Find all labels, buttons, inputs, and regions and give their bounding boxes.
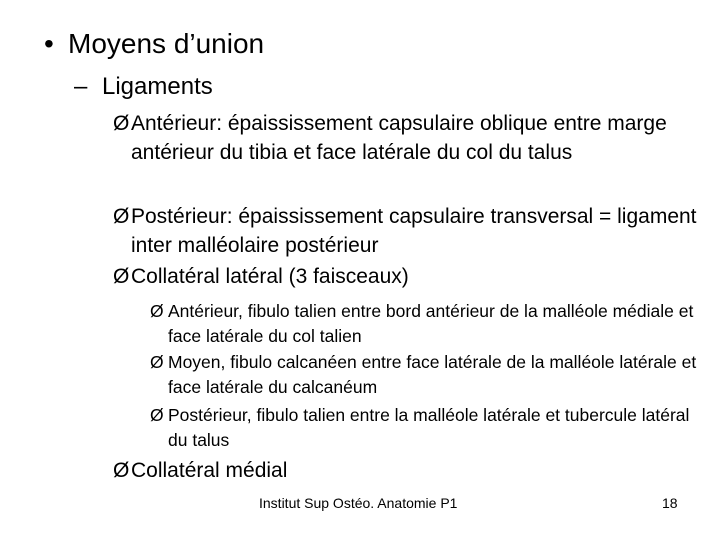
subitem-text: Antérieur, fibulo talien entre bord antérieur de la malléole médiale et face latérale du col talien: [168, 301, 694, 346]
subitem-text: Postérieur, fibulo talien entre la malléole latérale et tubercule latéral du talus: [168, 405, 690, 450]
subitem-text: Moyen, fibulo calcanéen entre face latérale de la malléole latérale et face latérale du calcanéum: [168, 352, 697, 397]
slide-number: 18: [662, 495, 678, 511]
arrow-item-collateral-medial: [113, 457, 703, 486]
arrow-bullet-icon: Ø: [150, 405, 164, 425]
arrow-item-text: Antérieur: épaississement capsulaire oblique entre marge antérieur du tibia et face latérale du col du talus: [131, 112, 667, 164]
bullet-marker: •: [44, 28, 54, 59]
arrow-bullet-icon: Ø: [150, 352, 164, 372]
arrow-bullet-icon: Ø: [150, 301, 164, 321]
subitem-anterieur: [150, 299, 710, 348]
bullet-text: Ligaments: [102, 73, 213, 100]
arrow-item-text: Collatéral latéral (3 faisceaux): [131, 265, 409, 288]
arrow-item-anterieur: [113, 110, 703, 167]
subitem-posterieur: [150, 403, 710, 452]
arrow-item-text: Collatéral médial: [131, 459, 288, 482]
arrow-item-text: Postérieur: épaississement capsulaire transversal = ligament inter malléolaire postérieur: [131, 205, 697, 257]
subitem-moyen: [150, 350, 710, 399]
arrow-bullet-icon: Ø: [113, 265, 130, 288]
arrow-item-posterieur: [113, 203, 703, 260]
arrow-bullet-icon: Ø: [113, 459, 130, 482]
dash-marker: –: [74, 73, 88, 100]
arrow-bullet-icon: Ø: [113, 205, 130, 228]
arrow-item-collateral-lateral: [113, 263, 703, 292]
arrow-bullet-icon: Ø: [113, 112, 130, 135]
footer-source: Institut Sup Ostéo. Anatomie P1: [259, 495, 458, 511]
bullet-text: Moyens d’union: [68, 28, 265, 59]
